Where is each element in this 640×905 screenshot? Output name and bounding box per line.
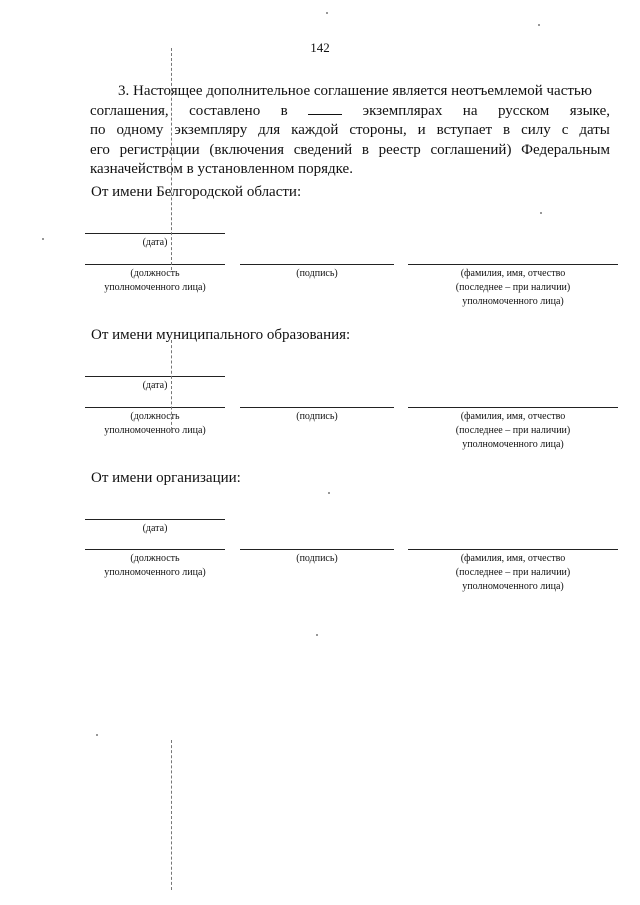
copies-count-blank <box>308 102 342 115</box>
clause-word: с <box>561 122 569 139</box>
date-line <box>85 376 225 377</box>
name-caption: (фамилия, имя, отчество (последнее – при наличии) уполномоченного лица) <box>455 553 571 592</box>
scan-speck <box>540 212 542 214</box>
scan-margin-line <box>171 48 172 270</box>
position-caption: (должность уполномоченного лица) <box>104 553 206 578</box>
clause-word: даты <box>579 122 610 139</box>
scan-speck <box>42 238 44 240</box>
scan-speck <box>538 24 540 26</box>
clause-word: по <box>90 122 106 139</box>
clause-word: в <box>280 102 288 119</box>
position-line <box>85 549 225 550</box>
signature-caption: (подпись) <box>296 553 338 564</box>
scan-margin-line <box>171 740 172 890</box>
clause-word: (включения <box>209 141 284 158</box>
clause-word: соглашений) <box>430 141 512 158</box>
position-caption: (должность уполномоченного лица) <box>104 411 206 436</box>
clause-word: экземпляру <box>174 122 248 139</box>
signature-line <box>240 264 394 265</box>
clause-word: экземплярах <box>362 102 443 119</box>
clause-word: регистрации <box>119 141 200 158</box>
clause-word: соглашения, <box>90 102 169 119</box>
name-line <box>408 549 618 550</box>
clause-word: языке, <box>569 102 610 119</box>
signature-block-heading: От имени организации: <box>91 470 241 486</box>
scan-speck <box>328 492 330 494</box>
date-caption: (дата) <box>142 237 168 248</box>
clause-word: на <box>462 102 478 119</box>
clause-word: каждой <box>291 122 339 139</box>
signature-block-heading: От имени муниципального образования: <box>91 327 351 343</box>
clause-line-4 <box>90 141 610 161</box>
date-line <box>85 519 225 520</box>
page-number: 142 <box>310 40 330 55</box>
clause-line-2 <box>90 102 610 122</box>
clause-line-3 <box>90 121 610 141</box>
clause-word: в <box>503 122 511 139</box>
date-caption: (дата) <box>142 380 168 391</box>
name-line <box>408 407 618 408</box>
clause-word: силу <box>521 122 551 139</box>
signature-caption: (подпись) <box>296 411 338 422</box>
date-caption: (дата) <box>142 523 168 534</box>
clause-word: стороны, <box>349 122 407 139</box>
position-line <box>85 407 225 408</box>
scan-speck <box>96 734 98 736</box>
clause-paragraph <box>90 82 610 180</box>
signature-line <box>240 407 394 408</box>
name-caption: (фамилия, имя, отчество (последнее – при наличии) уполномоченного лица) <box>455 411 571 450</box>
scan-speck <box>316 634 318 636</box>
clause-word: и <box>417 122 426 139</box>
date-line <box>85 233 225 234</box>
clause-word: для <box>258 122 281 139</box>
clause-line-1: 3. Настоящее дополнительное соглашение является неотъемлемой частью <box>118 83 592 99</box>
scan-margin-line <box>171 340 172 430</box>
position-line <box>85 264 225 265</box>
clause-line-5: казначейством в установленном порядке. <box>90 161 353 178</box>
signature-line <box>240 549 394 550</box>
clause-word: Федеральным <box>521 141 610 158</box>
signature-caption: (подпись) <box>296 268 338 279</box>
clause-word: в <box>361 141 369 158</box>
scan-speck <box>326 12 328 14</box>
clause-word: его <box>90 141 110 158</box>
clause-word: вступает <box>436 122 493 139</box>
clause-word: составлено <box>189 102 261 119</box>
clause-word: реестр <box>378 141 421 158</box>
position-caption: (должность уполномоченного лица) <box>104 268 206 293</box>
signature-block-heading: От имени Белгородской области: <box>91 184 302 200</box>
name-caption: (фамилия, имя, отчество (последнее – при наличии) уполномоченного лица) <box>455 268 571 307</box>
clause-word: русском <box>497 102 550 119</box>
clause-word: одному <box>116 122 164 139</box>
clause-word: сведений <box>293 141 353 158</box>
name-line <box>408 264 618 265</box>
